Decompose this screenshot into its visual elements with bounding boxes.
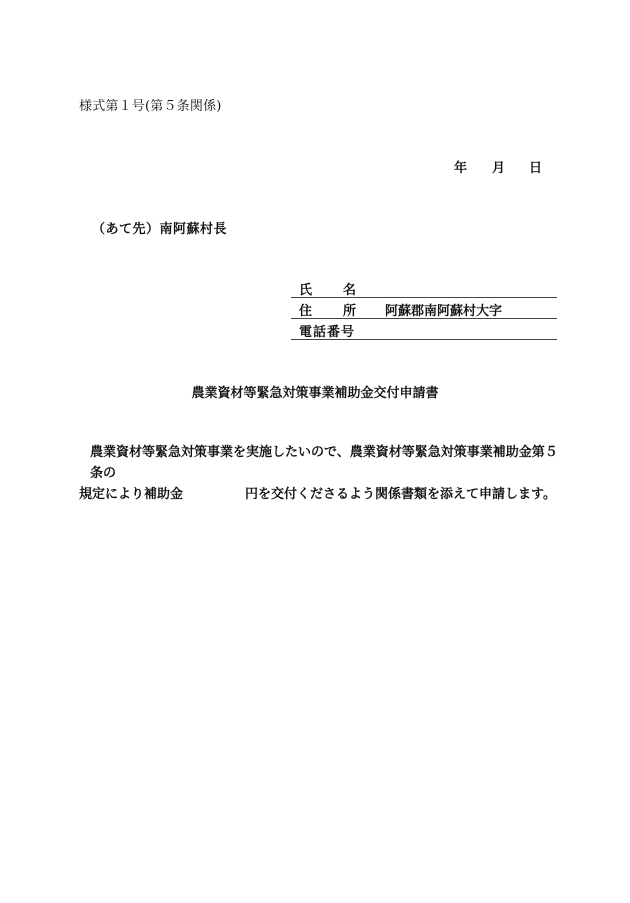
body-line-1: 農業資材等緊急対策事業を実施したいので、農業資材等緊急対策事業補助金第５条の [90, 445, 558, 481]
address-label-char-2: 所 [343, 304, 357, 319]
phone-label-char-4: 号 [341, 325, 355, 340]
form-number: 様式第１号(第５条関係) [79, 99, 222, 114]
document-title: 農業資材等緊急対策事業補助金交付申請書 [191, 386, 439, 401]
date-month-label: 月 [492, 161, 506, 176]
phone-label-char-1: 電 [299, 325, 313, 340]
body-line-2-before-amount: 規定により補助金 [79, 487, 184, 502]
application-body [79, 442, 559, 505]
applicant-block [291, 277, 557, 340]
name-label-char-2: 名 [343, 283, 357, 298]
applicant-address-row [291, 298, 557, 319]
addressee: （あて先）南阿蘇村長 [92, 222, 228, 237]
phone-label-char-2: 話 [313, 325, 327, 340]
address-label-char-1: 住 [299, 304, 313, 319]
applicant-name-row [291, 277, 557, 298]
name-label-char-1: 氏 [299, 283, 313, 298]
date-year-label: 年 [454, 161, 468, 176]
applicant-phone-row [291, 319, 557, 340]
phone-label-char-3: 番 [327, 325, 341, 340]
address-value: 阿蘇郡南阿蘇村大字 [385, 304, 503, 319]
body-line-2 [79, 484, 559, 505]
body-line-2-after-amount: 円を交付くださるよう関係書類を添えて申請します。 [245, 487, 556, 502]
date-day-label: 日 [529, 161, 543, 176]
